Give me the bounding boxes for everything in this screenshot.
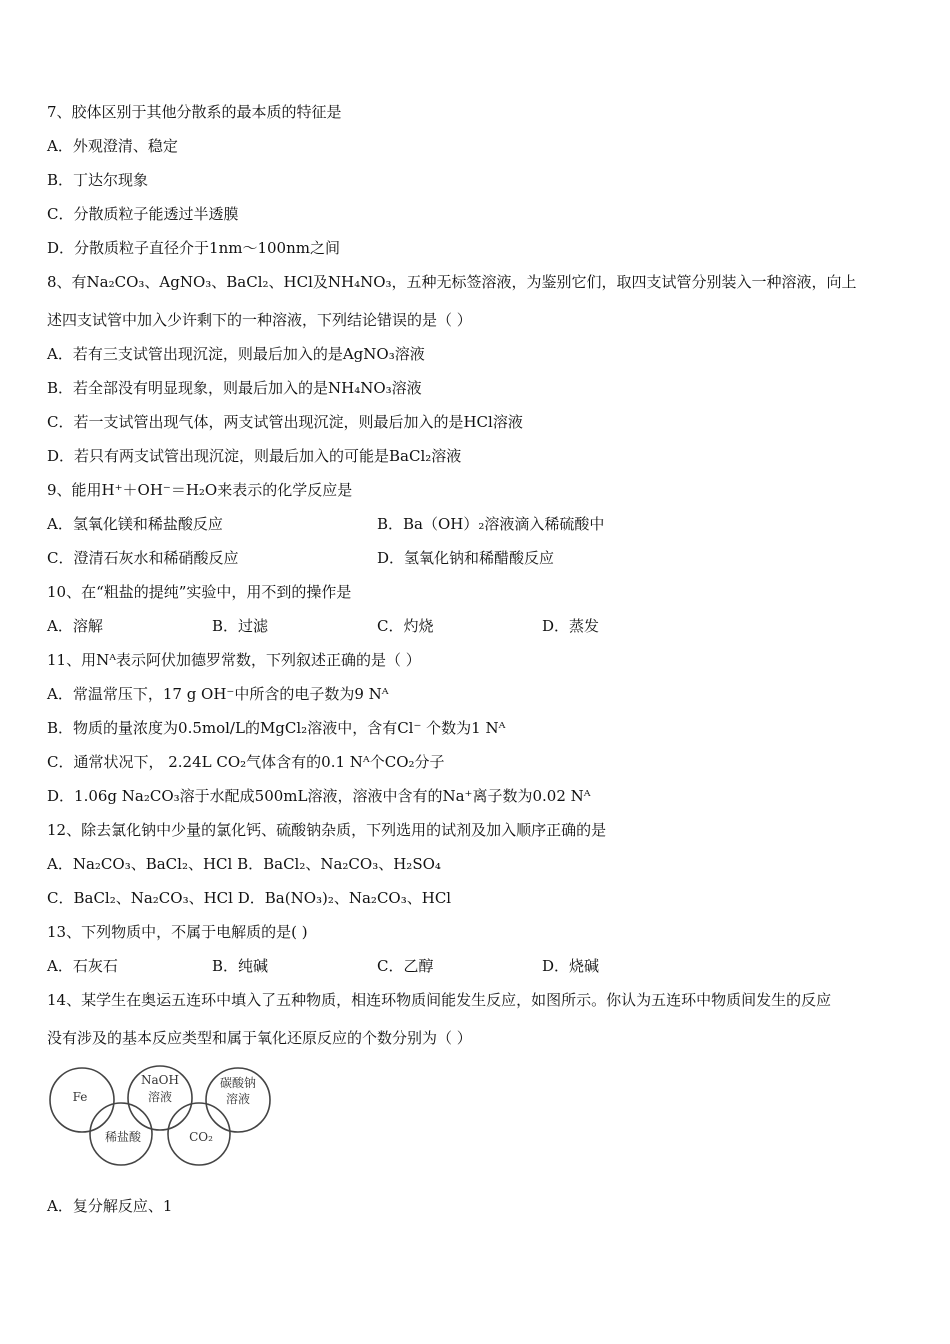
q9-option-b: B．Ba（OH）₂溶液滴入稀硫酸中 [377, 515, 605, 533]
ring-label-hcl: 稀盐酸 [104, 1130, 142, 1144]
q11-option-a: A．常温常压下，17 g OH⁻中所含的电子数为9 Nᴬ [47, 685, 389, 703]
ring-label-na2co3-1: 碳酸钠 [219, 1076, 257, 1090]
q13-option-d: D．烧碱 [542, 957, 600, 975]
q13-stem: 13、下列物质中，不属于电解质的是( ) [47, 923, 308, 941]
q12-options-cd: C．BaCl₂、Na₂CO₃、HCl D．Ba(NO₃)₂、Na₂CO₃、HCl [47, 889, 452, 907]
q9-option-c: C．澄清石灰水和稀硝酸反应 [47, 549, 239, 567]
q7-option-a: A．外观澄清、稳定 [47, 137, 178, 155]
q9-stem: 9、能用H⁺＋OH⁻＝H₂O来表示的化学反应是 [47, 481, 353, 499]
ring-label-fe: Fe [72, 1090, 88, 1104]
q11-option-d: D．1.06g Na₂CO₃溶于水配成500mL溶液，溶液中含有的Na⁺离子数为0.02 Nᴬ [47, 787, 591, 805]
q9-option-a: A．氢氧化镁和稀盐酸反应 [47, 515, 223, 533]
ring-label-co2: CO₂ [189, 1130, 213, 1144]
q13-option-a: A．石灰石 [47, 957, 118, 975]
q8-option-d: D．若只有两支试管出现沉淀，则最后加入的可能是BaCl₂溶液 [47, 447, 462, 465]
q8-stem-line1: 8、有Na₂CO₃、AgNO₃、BaCl₂、HCl及NH₄NO₃，五种无标签溶液，为鉴别它们，取四支试管分别装入一种溶液，向上 [47, 273, 857, 291]
q10-option-d: D．蒸发 [542, 617, 600, 635]
q11-option-c: C．通常状况下， 2.24L CO₂气体含有的0.1 Nᴬ个CO₂分子 [47, 753, 445, 771]
q14-stem-line2: 没有涉及的基本反应类型和属于氧化还原反应的个数分别为（ ） [47, 1029, 472, 1047]
q13-option-c: C．乙醇 [377, 957, 434, 975]
q8-option-c: C．若一支试管出现气体，两支试管出现沉淀，则最后加入的是HCl溶液 [47, 413, 523, 431]
q12-stem: 12、除去氯化钠中少量的氯化钙、硫酸钠杂质，下列选用的试剂及加入顺序正确的是 [47, 821, 607, 839]
q9-option-d: D．氢氧化钠和稀醋酸反应 [377, 549, 555, 567]
ring-label-naoh-2: 溶液 [147, 1090, 173, 1104]
q8-option-b: B．若全部没有明显现象，则最后加入的是NH₄NO₃溶液 [47, 379, 422, 397]
q11-option-b: B．物质的量浓度为0.5mol/L的MgCl₂溶液中，含有Cl⁻ 个数为1 Nᴬ [47, 719, 506, 737]
q10-option-a: A．溶解 [47, 617, 103, 635]
q14-option-a: A．复分解反应、1 [47, 1197, 173, 1215]
q10-option-b: B．过滤 [212, 617, 269, 635]
q8-stem-line2: 述四支试管中加入少许剩下的一种溶液，下列结论错误的是（ ） [47, 311, 472, 329]
q7-option-b: B．丁达尔现象 [47, 171, 149, 189]
q10-stem: 10、在“粗盐的提纯”实验中，用不到的操作是 [47, 583, 352, 601]
q13-option-b: B．纯碱 [212, 957, 269, 975]
q7-option-d: D．分散质粒子直径介于1nm～100nm之间 [47, 239, 340, 257]
ring-label-na2co3-2: 溶液 [225, 1092, 251, 1106]
olympic-rings-diagram [46, 1060, 278, 1168]
ring-label-naoh-1: NaOH [141, 1073, 179, 1087]
q10-option-c: C．灼烧 [377, 617, 434, 635]
q11-stem: 11、用Nᴬ表示阿伏加德罗常数，下列叙述正确的是（ ） [47, 651, 421, 669]
q8-option-a: A．若有三支试管出现沉淀，则最后加入的是AgNO₃溶液 [47, 345, 425, 363]
q7-option-c: C．分散质粒子能透过半透膜 [47, 205, 239, 223]
q12-options-ab: A．Na₂CO₃、BaCl₂、HCl B．BaCl₂、Na₂CO₃、H₂SO₄ [47, 855, 441, 873]
q7-stem: 7、胶体区别于其他分散系的最本质的特征是 [47, 103, 342, 121]
q14-stem-line1: 14、某学生在奥运五连环中填入了五种物质，相连环物质间能发生反应，如图所示。你认为五连环中物质间发生的反应 [47, 991, 832, 1009]
